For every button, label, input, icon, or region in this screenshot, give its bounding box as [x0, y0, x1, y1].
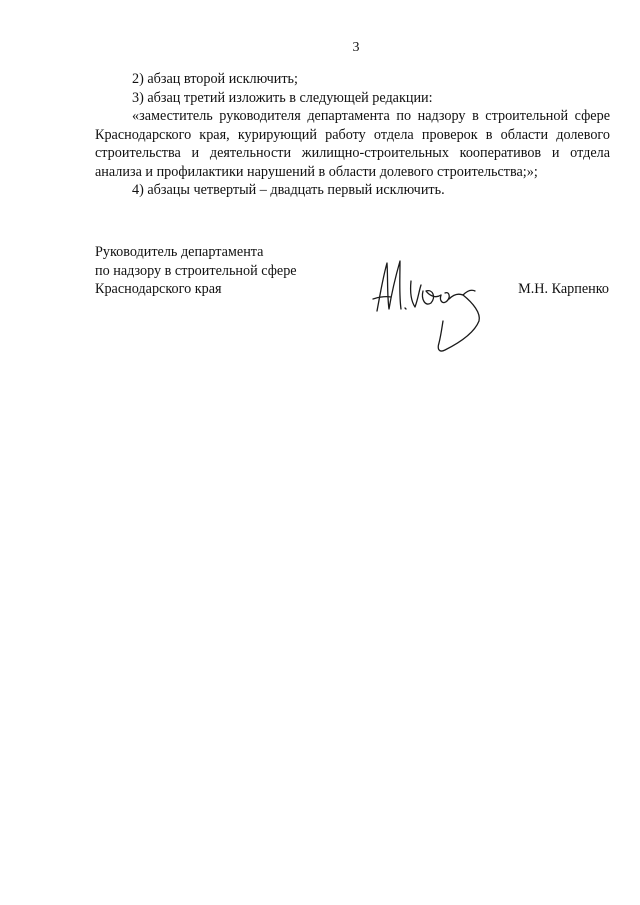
signatory-name: М.Н. Карпенко	[518, 281, 609, 297]
signatory-title-line-2: по надзору в строительной сфере	[95, 262, 297, 279]
signature-block	[95, 243, 610, 353]
page-number: 3	[352, 40, 360, 55]
signatory-title-line-1: Руководитель департамента	[95, 244, 264, 260]
paragraph-quoted-wording: «заместитель руководителя департамента по надзору в строительной сфере Краснодарского края, курирующий работу отдела проверок в области долевого строительства и деятельности жилищно-строительных кооперативов и отдела анализа и профилактики нарушений в области долевого строительства;»;	[95, 108, 610, 180]
paragraph-item-4: 4) абзацы четвертый – двадцать первый исключить.	[132, 182, 445, 198]
signatory-title-line-3: Краснодарского края	[95, 281, 222, 297]
document-body	[95, 70, 610, 200]
paragraph-item-3: 3) абзац третий изложить в следующей редакции:	[132, 89, 433, 106]
handwritten-signature	[363, 251, 498, 356]
paragraph-item-2: 2) абзац второй исключить;	[132, 71, 298, 87]
